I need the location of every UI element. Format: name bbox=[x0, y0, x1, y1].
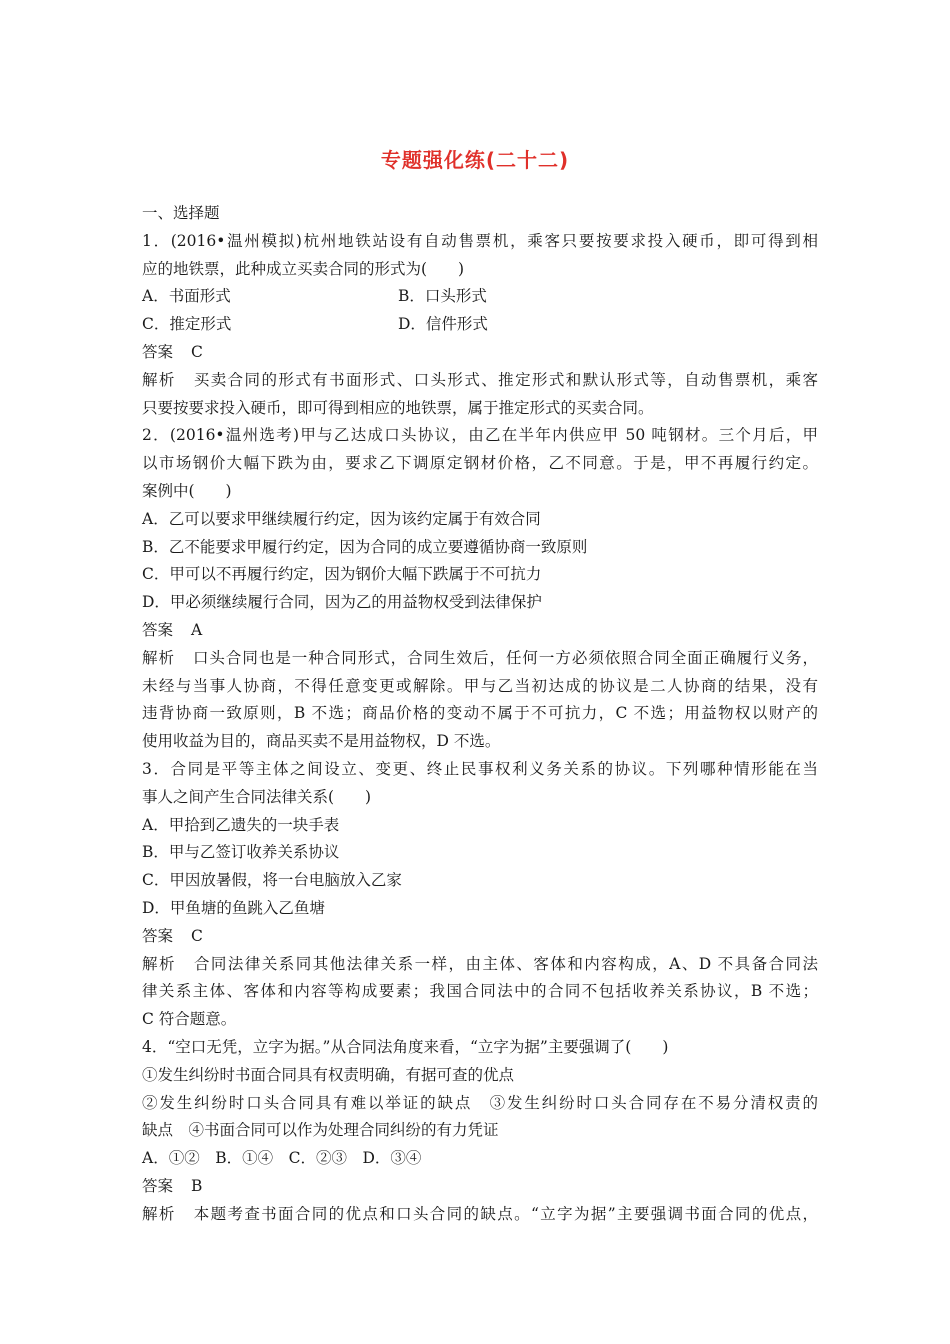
question-stem-line: ①发生纠纷时书面合同具有权责明确，有据可查的优点 bbox=[142, 1065, 515, 1084]
analysis-line: 违背协商一致原则，B 不选；商品价格的变动不属于不可抗力，C 不选；用益物权以财产的 bbox=[142, 704, 818, 723]
option-a: A．书面形式 bbox=[142, 287, 231, 306]
question-3 bbox=[142, 756, 818, 1034]
analysis-text: 本题考查书面合同的优点和口头合同的缺点。“立字为据”主要强调书面合同的优点， bbox=[193, 1204, 818, 1223]
option-b: B．乙不能要求甲履行约定，因为合同的成立要遵循协商一致原则 bbox=[142, 537, 588, 556]
option-c: C．甲因放暑假，将一台电脑放入乙家 bbox=[142, 871, 402, 890]
analysis-label: 解析 bbox=[142, 648, 175, 667]
question-stem-line: 2．(2016•温州选考)甲与乙达成口头协议，由乙在半年内供应甲 50 吨钢材。三个月后，甲 bbox=[142, 426, 818, 445]
answer-label: 答案 bbox=[142, 342, 174, 361]
answer-line bbox=[142, 617, 818, 645]
analysis-label: 解析 bbox=[142, 370, 176, 389]
question-stem-line: 3．合同是平等主体之间设立、变更、终止民事权利义务关系的协议。下列哪种情形能在当 bbox=[142, 759, 818, 778]
analysis-line: 只要按要求投入硬币，即可得到相应的地铁票，属于推定形式的买卖合同。 bbox=[142, 398, 654, 417]
answer-label: 答案 bbox=[142, 1176, 174, 1195]
question-stem-line: 以市场钢价大幅下跌为由，要求乙下调原定钢材价格，乙不同意。于是，甲不再履行约定。 bbox=[142, 454, 818, 473]
options-row bbox=[142, 311, 818, 339]
option-a: A．甲拾到乙遗失的一块手表 bbox=[142, 815, 340, 834]
option-c: C．甲可以不再履行约定，因为钢价大幅下跌属于不可抗力 bbox=[142, 565, 542, 584]
answer-value: B bbox=[191, 1176, 203, 1195]
answer-line bbox=[142, 339, 818, 367]
option-d: D．信件形式 bbox=[398, 315, 488, 334]
answer-value: C bbox=[191, 926, 203, 945]
question-stem-line: 缺点 ④书面合同可以作为处理合同纠纷的有力凭证 bbox=[142, 1121, 499, 1140]
analysis-line: 未经与当事人协商，不得任意变更或解除。甲与乙当初达成的协议是二人协商的结果，没有 bbox=[142, 676, 818, 695]
analysis-text: 口头合同也是一种合同形式，合同生效后，任何一方必须依照合同全面正确履行义务， bbox=[192, 648, 818, 667]
analysis-label: 解析 bbox=[142, 954, 176, 973]
option-d: D．甲鱼塘的鱼跳入乙鱼塘 bbox=[142, 898, 325, 917]
question-stem-line: ②发生纠纷时口头合同具有难以举证的缺点 ③发生纠纷时口头合同存在不易分清权责的 bbox=[142, 1093, 818, 1112]
answer-value: A bbox=[191, 620, 203, 639]
question-stem-line: 1．(2016•温州模拟)杭州地铁站设有自动售票机，乘客只要按要求投入硬币，即可得到相 bbox=[142, 231, 818, 250]
question-stem-line: 事人之间产生合同法律关系( ) bbox=[142, 787, 372, 806]
option-a: A．乙可以要求甲继续履行约定，因为该约定属于有效合同 bbox=[142, 509, 541, 528]
answer-label: 答案 bbox=[142, 620, 174, 639]
option-d: D．甲必须继续履行合同，因为乙的用益物权受到法律保护 bbox=[142, 593, 542, 612]
option-c: C．推定形式 bbox=[142, 315, 232, 334]
option-b: B．口头形式 bbox=[398, 287, 487, 306]
analysis-label: 解析 bbox=[142, 1204, 176, 1223]
option-b: B．甲与乙签订收养关系协议 bbox=[142, 843, 340, 862]
question-stem-line: 4．“空口无凭，立字为据。”从合同法角度来看，“立字为据”主要强调了( ) bbox=[142, 1037, 669, 1056]
question-stem-line: 应的地铁票，此种成立买卖合同的形式为( ) bbox=[142, 259, 465, 278]
question-1 bbox=[142, 228, 818, 423]
analysis-line: C 符合题意。 bbox=[142, 1010, 237, 1029]
answer-line bbox=[142, 1173, 818, 1201]
analysis-line bbox=[142, 367, 818, 395]
question-2 bbox=[142, 422, 818, 756]
section-heading: 一、选择题 bbox=[142, 204, 220, 222]
answer-value: C bbox=[191, 342, 203, 361]
document-body bbox=[142, 200, 818, 1228]
answer-label: 答案 bbox=[142, 926, 174, 945]
analysis-text: 买卖合同的形式有书面形式、口头形式、推定形式和默认形式等，自动售票机，乘客 bbox=[193, 370, 818, 389]
options-row: A．①② B．①④ C．②③ D．③④ bbox=[142, 1149, 422, 1168]
analysis-text: 合同法律关系同其他法律关系一样，由主体、客体和内容构成，A、D 不具备合同法 bbox=[193, 954, 818, 973]
answer-line bbox=[142, 923, 818, 951]
analysis-line bbox=[142, 951, 818, 979]
page-title: 专题强化练(二十二) bbox=[380, 148, 570, 172]
analysis-line: 使用收益为目的，商品买卖不是用益物权，D 不选。 bbox=[142, 732, 501, 751]
question-4 bbox=[142, 1034, 818, 1229]
question-stem-line: 案例中( ) bbox=[142, 481, 232, 500]
analysis-line bbox=[142, 645, 818, 673]
options-row bbox=[142, 283, 818, 311]
analysis-line bbox=[142, 1201, 818, 1229]
analysis-line: 律关系主体、客体和内容等构成要素；我国合同法中的合同不包括收养关系协议，B 不选； bbox=[142, 982, 818, 1001]
